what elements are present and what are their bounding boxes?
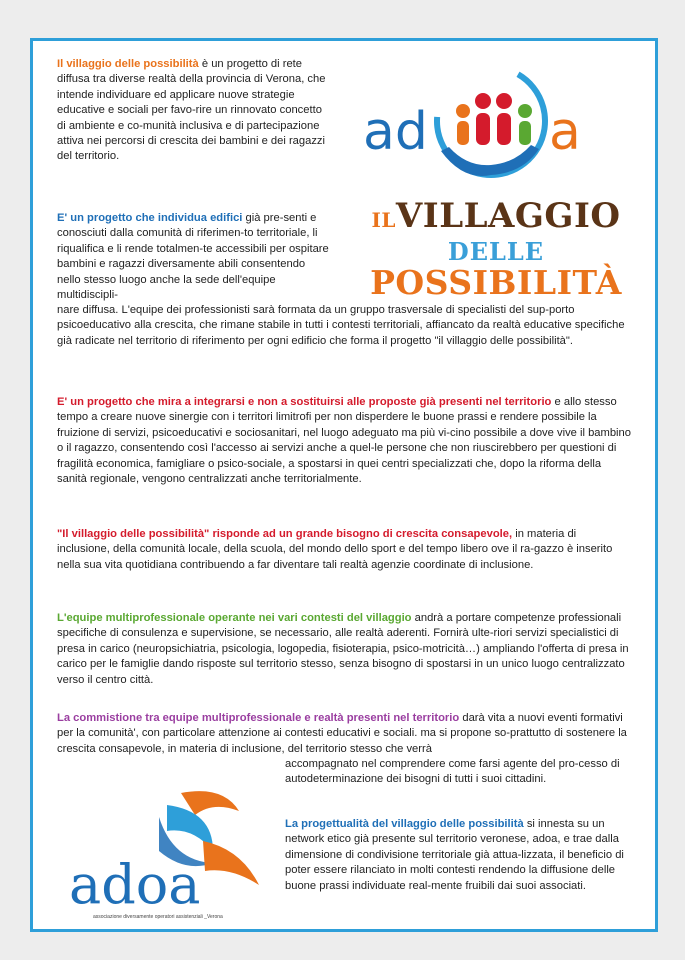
adoa-logo-bottom [63,781,288,931]
title-line2: DELLE [447,237,545,266]
paragraph-commistione-cont [285,757,631,788]
paragraph-integrarsi-lead: E' un progetto che mira a integrarsi e non a sostituirsi alle proposte già presenti nel territorio [57,396,552,408]
paragraph-progettualita-text: si innesta su un network etico già presente sul territorio veronese, adoa, e trae dalla dimensione di condivisione territoriale già attua-lizzata, il beneficio di poter essere rilanciato in molti contesti rendendo la diffusione delle buone prassi individuate real-mente fruibili dai suoi associati. [285,818,624,892]
paragraph-intro-lead: Il villaggio delle possibilità [57,58,199,70]
paragraph-intro [57,57,329,165]
paragraph-commistione-text-b: accompagnato nel comprendere come farsi agente del pro-cesso di autodeterminazione dei bisogni di tutti i suoi cittadini. [285,758,620,786]
paragraph-progettualita [285,817,631,894]
title-il: IL [371,208,396,232]
bottom-wordmark: adoa [69,853,201,916]
bottom-tagline: associazione diversamente operatori assistenziali _Verona [93,914,223,920]
paragraph-edifici-cont [57,303,631,349]
title-line1: VILLAGGIO [395,196,621,236]
adoa-bottom-graphic [63,781,288,931]
logo-text-right: a [549,102,581,162]
paragraph-commistione-text-a: darà vita a nuovi eventi formativi per la comunità', con particolare attenzione ai contesti educativi e sociali. ma si propone so-prattutto di sostenere la crescita consapevole, in materia di inclusione, del territorio stesso che verrà [57,712,627,755]
paragraph-edifici-text-b: nare diffusa. L'equipe dei professionisti sarà formata da un gruppo trasversale di specialisti del sup-porto psicoeducativo alla crescita, che rimane stabile in tutti i contesti territoriali, affiancato da realtà educative specifiche già radicate nel territorio di riferimento per ogni edificio che forma il progetto "il villaggio delle possibilità". [57,304,625,347]
title-line3: POSSIBILITÀ [370,263,622,302]
paragraph-edifici [57,211,329,303]
villaggio-title [351,197,641,301]
paragraph-integrarsi [57,395,631,487]
paragraph-equipe-text: andrà a portare competenze professionali specifiche di consulenza e supervisione, se necessario, alle realtà aderenti. Fornirà ulte-riori servizi specialistici di presa in carico (neuropsichiatria, psicologia, logopedia, fisioterapia, psico-motricità…) ampliando l'offerta di presa in carico per le famiglie dando risposte sul territorio stesso, senza bisogno di spostarsi in un unico luogo centralizzato verso il centro città. [57,612,629,686]
logo-text-left: ad [363,102,428,162]
paragraph-edifici-lead: E' un progetto che individua edifici [57,212,243,224]
paragraph-bisogno-text: in materia di inclusione, della comunità locale, della scuola, del mondo dello sport e del tempo libero ove il ra-gazzo è inserito nella sua vita quotidiana contribuendo a far diventare tali realtà agenzie coordinate di inclusione. [57,528,613,571]
adoa-logo-top [363,63,613,193]
paragraph-bisogno-lead: "Il villaggio delle possibilità" risponde ad un grande bisogno di crescita consapevole, [57,528,513,540]
paragraph-progettualita-lead: La progettualità del villaggio delle possibilità [285,818,524,830]
flyer-page [30,38,658,932]
paragraph-equipe-lead: L'equipe multiprofessionale operante nei vari contesti del villaggio [57,612,412,624]
paragraph-bisogno [57,527,631,573]
paragraph-integrarsi-text: e allo stesso tempo a creare nuove sinergie con i territori limitrofi per non disperdere le buone prassi e rendere possibile la fruizione di servizi, psicoeducativi e sociosanitari, nel luogo adeguato ma più vi-cino possibile a dove vive il bambino o il ragazzo, consentendo così l'accesso ai servizi anche a quel-le persone che non riuscirebbero per questioni di fragilità economica, famigliare o psico-sociale, a spostarsi in quei centri specializzati che, dopo la riforma della sanità regionale, vengono centralizzati anche territorialmente. [57,396,631,486]
paragraph-commistione [57,711,631,757]
paragraph-commistione-lead: La commistione tra equipe multiprofessionale e realtà presenti nel territorio [57,712,460,724]
adoa-logo-graphic [363,63,613,193]
paragraph-edifici-text-a: già pre-senti e conosciuti dalla comunità di riferimen-to territoriale, li riqualifica e li rende totalmen-te accessibili per ospitare bambini e ragazzi diversamente abili consentendo nello stesso luogo anche la sede dell'equipe multidiscipli- [57,212,329,302]
paragraph-intro-text: è un progetto di rete diffusa tra diverse realtà della provincia di Verona, che intende individuare ed applicare nuove strategie educative e sociali per favo-rire un rinnovato concetto di ambiente e co-munità inclusiva e di partecipazione attiva nei percorsi di crescita dei bambini e dei ragazzi del territorio. [57,58,326,163]
paragraph-equipe [57,611,631,688]
